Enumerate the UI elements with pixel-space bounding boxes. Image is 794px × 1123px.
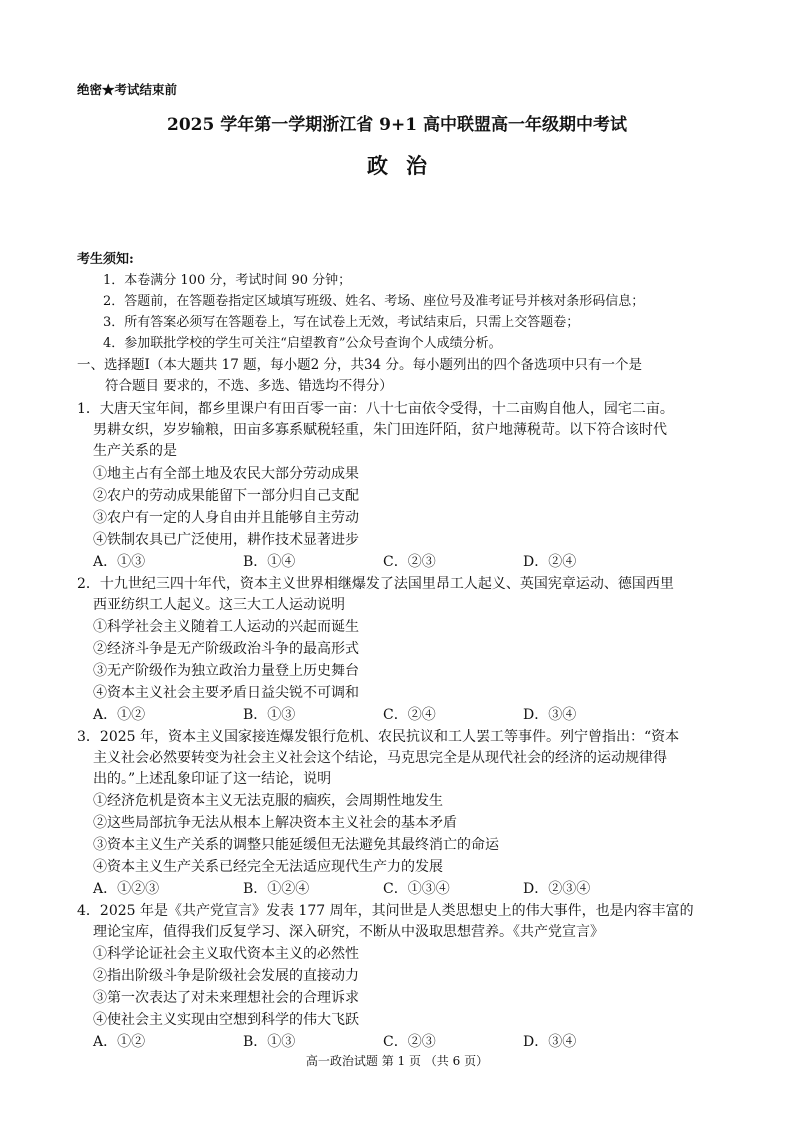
statement-1: ①经济危机是资本主义无法克服的痼疾，会周期性地发生 (93, 793, 443, 809)
notice-item: 4．参加联批学校的学生可关注“启望教育”公众号查询个人成绩分析。 (103, 336, 502, 351)
statement-4: ④使社会主义实现由空想到科学的伟大飞跃 (93, 1012, 359, 1028)
question-stem: 3．2025 年，资本主义国家接连爆发银行危机、农民抗议和工人罢工等事件。列宁曾指出：“资本 (77, 729, 680, 745)
choice-d[interactable]: D．②④ (523, 554, 577, 570)
question-stem: 2．十九世纪三四十年代，资本主义世界相继爆发了法国里昂工人起义、英国宪章运动、德国西里 (77, 576, 674, 592)
question-stem: 理论宝库，值得我们反复学习、深入研究，不断从中汲取思想营养。《共产党宣言》 (93, 924, 604, 940)
statement-2: ②指出阶级斗争是阶级社会发展的直接动力 (93, 968, 359, 984)
statement-2: ②农户的劳动成果能留下一部分归自己支配 (93, 488, 359, 504)
statement-3: ③第一次表达了对未来理想社会的合理诉求 (93, 990, 359, 1006)
section-heading-cont: 符合题目 要求的，不选、多选、错选均不得分） (105, 378, 393, 394)
choice-a[interactable]: A．①②③ (93, 881, 160, 897)
notice-item: 1．本卷满分 100 分，考试时间 90 分钟； (103, 273, 352, 288)
section-heading: 一、选择题Ⅰ（本大题共 17 题，每小题2 分，共34 分。每小题列出的四个备选项中只有一个是 (77, 357, 642, 373)
choice-b[interactable]: B．①③ (243, 707, 296, 723)
choice-d[interactable]: D．②③④ (523, 881, 591, 897)
question-stem: 男耕女织，岁岁输粮，田亩多寡系赋税轻重，朱门田连阡陌，贫户地薄税苛。以下符合该时代 (93, 422, 667, 438)
choice-b[interactable]: B．①③ (243, 1034, 296, 1050)
exam-title: 2025 学年第一学期浙江省 9+1 高中联盟高一年级期中考试 (167, 115, 627, 135)
notice-item: 3．所有答案必须写在答题卷上，写在试卷上无效，考试结束后，只需上交答题卷； (103, 315, 580, 330)
notice-item: 2．答题前，在答题卷指定区域填写班级、姓名、考场、座位号及准考证号并核对条形码信息； (103, 294, 645, 309)
statement-4: ④资本主义生产关系已经完全无法适应现代生产力的发展 (93, 859, 443, 875)
question-stem: 1．大唐天宝年间，都乡里课户有田百零一亩：八十七亩依令受得，十二亩购自他人，园宅二亩。 (77, 401, 674, 417)
page-footer: 高一政治试题 第 1 页 （共 6 页） (305, 1054, 489, 1068)
statement-1: ①科学论证社会主义取代资本主义的必然性 (93, 946, 359, 962)
choice-d[interactable]: D．③④ (523, 707, 577, 723)
subject-title: 政治 (367, 153, 445, 178)
statement-2: ②这些局部抗争无法从根本上解决资本主义社会的基本矛盾 (93, 815, 457, 831)
statement-1: ①科学社会主义随着工人运动的兴起而诞生 (93, 619, 359, 635)
choice-c[interactable]: C．②③ (383, 554, 436, 570)
statement-3: ③无产阶级作为独立政治力量登上历史舞台 (93, 663, 359, 679)
statement-2: ②经济斗争是无产阶级政治斗争的最高形式 (93, 641, 359, 657)
question-stem: 主义社会必然要转变为社会主义社会这个结论，马克思完全是从现代社会的经济的运动规律得 (93, 750, 667, 766)
choice-c[interactable]: C．①③④ (383, 881, 450, 897)
choice-b[interactable]: B．①④ (243, 554, 296, 570)
notice-label: 考生须知: (77, 252, 134, 267)
statement-4: ④铁制农具已广泛使用，耕作技术显著进步 (93, 532, 359, 548)
question-stem: 出的。”上述乱象印证了这一结论，说明 (93, 771, 332, 787)
choice-a[interactable]: A．①② (93, 707, 146, 723)
statement-3: ③资本主义生产关系的调整只能延缓但无法避免其最终消亡的命运 (93, 837, 499, 853)
choice-b[interactable]: B．①②④ (243, 881, 310, 897)
choice-a[interactable]: A．①② (93, 1034, 146, 1050)
choice-d[interactable]: D．③④ (523, 1034, 577, 1050)
statement-4: ④资本主义社会主要矛盾日益尖锐不可调和 (93, 685, 359, 701)
confidential-mark: 绝密★考试结束前 (77, 82, 178, 97)
statement-3: ③农户有一定的人身自由并且能够自主劳动 (93, 510, 359, 526)
choice-a[interactable]: A．①③ (93, 554, 146, 570)
question-stem: 4．2025 年是《共产党宣言》发表 177 周年，其问世是人类思想史上的伟大事件，也是内容丰富的 (77, 903, 694, 919)
choice-c[interactable]: C．②③ (383, 1034, 436, 1050)
question-stem: 西亚纺织工人起义。这三大工人运动说明 (93, 597, 345, 613)
choice-c[interactable]: C．②④ (383, 707, 436, 723)
question-stem: 生产关系的是 (93, 443, 177, 459)
statement-1: ①地主占有全部土地及农民大部分劳动成果 (93, 466, 359, 482)
